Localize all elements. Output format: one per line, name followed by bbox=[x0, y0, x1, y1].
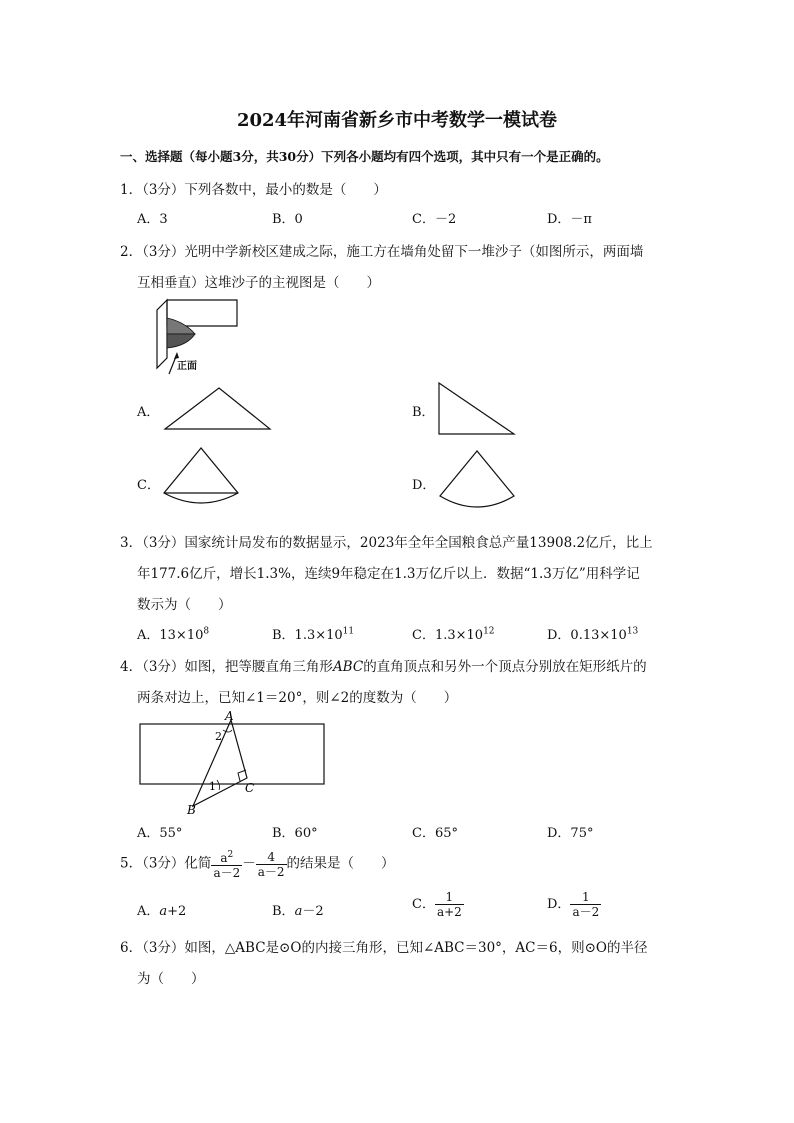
q1-option-b: B．0 bbox=[272, 212, 303, 227]
question-2-stem-line1: 2．（3分）光明中学新校区建成之际，施工方在墙角处留下一堆沙子（如图所示，两面墙 bbox=[120, 244, 644, 260]
q2-option-a-label: A． bbox=[137, 405, 160, 420]
q4-label-c: C bbox=[245, 781, 255, 795]
q5-option-a: A．a+2 bbox=[137, 904, 187, 919]
q1-option-a: A．3 bbox=[137, 212, 168, 227]
question-2-stem-line2: 互相垂直）这堆沙子的主视图是（ ） bbox=[137, 275, 380, 291]
q4-label-angle-2: 2 bbox=[215, 730, 222, 743]
question-3-stem-line3: 数示为（ ） bbox=[137, 597, 232, 613]
q5-option-d: D． $\frac{1}{a-2}$ bbox=[547, 890, 600, 919]
q5-option-b: B．a－2 bbox=[272, 904, 324, 919]
q2-figure-label: 正面 bbox=[177, 361, 197, 372]
question-6-stem-line2: 为（ ） bbox=[137, 971, 205, 987]
q3-option-d: D．$0.13\times 10^{13}$ bbox=[547, 626, 639, 643]
question-4-stem-line2: 两条对边上，已知∠1＝20°，则∠2的度数为（ ） bbox=[137, 690, 458, 706]
q4-label-b: B bbox=[187, 803, 196, 816]
q4-option-b: B．60° bbox=[272, 826, 318, 841]
question-3-stem-line2: 年177.6亿斤，增长1.3%，连续9年稳定在1.3万亿斤以上．数据“1.3万亿”用科学记 bbox=[137, 566, 640, 582]
q4-label-a: A bbox=[225, 709, 234, 723]
question-3-stem-line1: 3．（3分）国家统计局发布的数据显示，2023年全年全国粮食总产量13908.2亿斤，比上 bbox=[120, 535, 653, 551]
q4-option-c: C．65° bbox=[412, 826, 458, 841]
page-title: 2024年河南省新乡市中考数学一模试卷 bbox=[236, 110, 558, 131]
question-5-stem: 5．（3分）化简 $\frac{a^2}{a-2}$ － $\frac{4}{a-2}$ 的结果是（ ） bbox=[120, 849, 395, 880]
q3-option-b: B．$1.3\times 10^{11}$ bbox=[272, 626, 355, 643]
q4-label-angle-1: 1 bbox=[209, 780, 216, 793]
q4-option-a: A．55° bbox=[137, 826, 183, 841]
question-4-stem-line1: 4．（3分）如图，把等腰直角三角形ABC的直角顶点和另外一个顶点分别放在矩形纸片的 bbox=[120, 659, 647, 675]
q5-option-c: C． $\frac{1}{a+2}$ bbox=[412, 890, 462, 919]
q5-fraction-1: $\frac{a^2}{a-2}$ bbox=[213, 850, 241, 880]
q3-option-c: C．$1.3\times 10^{12}$ bbox=[412, 626, 495, 643]
q2-option-c-sector-with-chord bbox=[160, 445, 242, 507]
section-heading: 一、选择题（每小题3分，共30分）下列各小题均有四个选项，其中只有一个是正确的。 bbox=[120, 149, 609, 164]
q1-option-c: C．－2 bbox=[412, 212, 457, 227]
q2-option-d-sector bbox=[436, 448, 518, 510]
question-6-stem-line1: 6．（3分）如图，△ABC是⊙O的内接三角形，已知∠ABC＝30°，AC＝6，则⊙O的半径 bbox=[120, 940, 648, 956]
q4-triangle-rectangle-figure bbox=[137, 708, 327, 816]
q2-option-b-right-triangle bbox=[436, 380, 518, 438]
q2-option-d-label: D． bbox=[412, 478, 436, 493]
q2-option-a-triangle bbox=[162, 385, 274, 433]
q3-option-a: A．$13\times 10^8$ bbox=[137, 626, 210, 643]
q2-option-c-label: C． bbox=[137, 478, 160, 493]
q2-option-b-label: B． bbox=[412, 405, 435, 420]
q4-option-d: D．75° bbox=[547, 826, 594, 841]
q1-option-d: D．－π bbox=[547, 212, 592, 227]
question-1-stem: 1．（3分）下列各数中，最小的数是（ ） bbox=[120, 182, 387, 198]
q5-fraction-2: $\frac{4}{a-2}$ bbox=[257, 849, 285, 879]
